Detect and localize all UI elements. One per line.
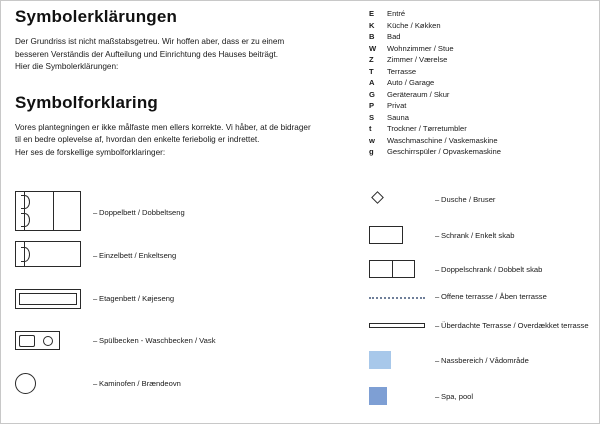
legend-dash: – — [435, 292, 440, 301]
abbreviation-key: P — [369, 101, 375, 110]
paragraph-german-line-2: besseren Verständis der Aufteilung und Einrichtung des Hauses beiträgt. — [15, 49, 279, 59]
paragraph-german-line-1: Der Grundriss ist nicht maßstabsgetreu. Wir hoffen aber, dass er zu einem — [15, 37, 285, 46]
paragraph-german — [15, 36, 345, 74]
wet-area-swatch-icon — [369, 351, 391, 369]
abbreviation-value: Privat — [387, 101, 407, 110]
legend-label-single-bed: Einzelbett / Enkeltseng — [99, 251, 177, 260]
abbreviation-list — [369, 9, 589, 159]
abbreviation-value: Küche / Køkken — [387, 20, 441, 30]
legend-row-open-terrace — [369, 291, 594, 319]
abbreviation-row — [369, 67, 589, 79]
abbreviation-key: g — [369, 147, 374, 156]
legend-dash: – — [93, 294, 98, 303]
legend-dash: – — [93, 208, 98, 217]
double-bed-icon — [15, 191, 81, 231]
legend-row-double-bed — [15, 191, 345, 241]
legend-row-single-bed — [15, 241, 345, 285]
paragraph-danish-line-1: Vores plantegningen er ikke målfaste men ellers korrekte. Vi håber, at de bidrager — [15, 122, 311, 132]
legend-label-open-terrace: Offene terrasse / Åben terrasse — [441, 292, 547, 301]
abbreviation-key: G — [369, 89, 375, 99]
paragraph-danish — [15, 122, 345, 160]
legend-label-covered-terrace: Überdachte Terrasse / Overdækket terrasse — [441, 321, 589, 330]
bunk-bed-icon — [15, 289, 81, 309]
spa-pool-swatch-icon — [369, 387, 387, 405]
single-bed-icon — [15, 241, 81, 267]
heading-german: Symbolerklärungen — [15, 7, 178, 26]
legend-label-cabinet: Schrank / Enkelt skab — [441, 231, 515, 240]
abbreviation-value: Auto / Garage — [387, 78, 435, 87]
abbreviation-value: Entré — [387, 9, 406, 18]
legend-label-double-cabinet: Doppelschrank / Dobbelt skab — [441, 265, 543, 274]
abbreviation-row — [369, 124, 589, 136]
legend-dash: – — [435, 265, 440, 274]
legend-row-cabinet — [369, 223, 594, 257]
legend-label-stove: Kaminofen / Brændeovn — [99, 379, 181, 388]
abbreviation-value: Zimmer / Værelse — [387, 55, 448, 64]
abbreviation-value: Bad — [387, 32, 401, 41]
shower-diamond-icon — [373, 193, 382, 202]
abbreviation-key: t — [369, 124, 372, 133]
legend-row-sink — [15, 329, 345, 371]
abbreviation-row — [369, 32, 589, 44]
abbreviation-value: Terrasse — [387, 66, 417, 76]
paragraph-german-line-3: Hier die Symbolerklärungen: — [15, 62, 119, 72]
legend-dash: – — [435, 321, 440, 330]
left-text-column — [15, 7, 345, 160]
legend-dash: – — [435, 392, 440, 401]
abbreviation-value: Waschmaschine / Vaskemaskine — [387, 135, 498, 145]
legend-row-shower — [369, 191, 594, 223]
right-symbol-list — [369, 191, 594, 421]
legend-row-bunk-bed — [15, 285, 345, 329]
abbreviation-key: W — [369, 43, 377, 53]
abbreviation-key: S — [369, 112, 375, 122]
abbreviation-key: B — [369, 32, 375, 41]
legend-label-sink: Spülbecken - Waschbecken / Vask — [99, 336, 216, 345]
legend-label-shower: Dusche / Bruser — [441, 195, 496, 204]
stove-icon — [15, 373, 36, 394]
legend-label-double-bed: Doppelbett / Dobbeltseng — [99, 208, 185, 217]
legend-row-spa-pool — [369, 387, 594, 421]
heading-danish: Symbolforklaring — [15, 92, 159, 112]
legend-dash: – — [93, 336, 98, 345]
abbreviation-row — [369, 90, 589, 102]
legend-label-spa-pool: Spa, pool — [441, 392, 474, 401]
abbreviation-row — [369, 136, 589, 148]
legend-label-wet-area: Nassbereich / Vådområde — [441, 356, 529, 365]
abbreviation-row — [369, 101, 589, 113]
abbreviation-key: w — [369, 135, 375, 145]
abbreviation-key: T — [369, 66, 374, 76]
abbreviation-value: Geräteraum / Skur — [387, 89, 450, 99]
legend-dash: – — [435, 195, 440, 204]
double-cabinet-icon — [369, 260, 415, 278]
legend-row-double-cabinet — [369, 257, 594, 291]
abbreviation-row — [369, 9, 589, 21]
legend-row-stove — [15, 371, 345, 405]
abbreviation-key: K — [369, 20, 375, 30]
abbreviation-row — [369, 147, 589, 159]
legend-dash: – — [435, 231, 440, 240]
abbreviation-row — [369, 78, 589, 90]
abbreviation-row — [369, 55, 589, 67]
legend-dash: – — [93, 379, 98, 388]
legend-row-covered-terrace — [369, 319, 594, 349]
abbreviation-row — [369, 21, 589, 33]
abbreviation-key: Z — [369, 55, 374, 64]
abbreviation-value: Sauna — [387, 112, 409, 122]
abbreviation-value: Wohnzimmer / Stue — [387, 43, 454, 53]
sink-icon — [15, 331, 60, 350]
legend-label-bunk-bed: Etagenbett / Køjeseng — [99, 294, 175, 303]
abbreviation-value: Geschirrspüler / Opvaskemaskine — [387, 147, 501, 156]
legend-dash: – — [93, 251, 98, 260]
legend-dash: – — [435, 356, 440, 365]
abbreviation-value: Trockner / Tørretumbler — [387, 124, 467, 133]
cabinet-icon — [369, 226, 403, 244]
abbreviation-row — [369, 113, 589, 125]
paragraph-danish-line-3: Her ses de forskellige symbolforklaringer: — [15, 147, 166, 157]
left-symbol-list — [15, 191, 345, 405]
abbreviation-key: E — [369, 9, 375, 18]
covered-terrace-icon — [369, 323, 425, 328]
legend-row-wet-area — [369, 349, 594, 387]
abbreviation-row — [369, 44, 589, 56]
open-terrace-icon — [369, 297, 425, 299]
paragraph-danish-line-2: til en bedre oplevelse af, hvordan den enkelte feriebolig er indrettet. — [15, 135, 260, 145]
abbreviation-key: A — [369, 78, 375, 87]
